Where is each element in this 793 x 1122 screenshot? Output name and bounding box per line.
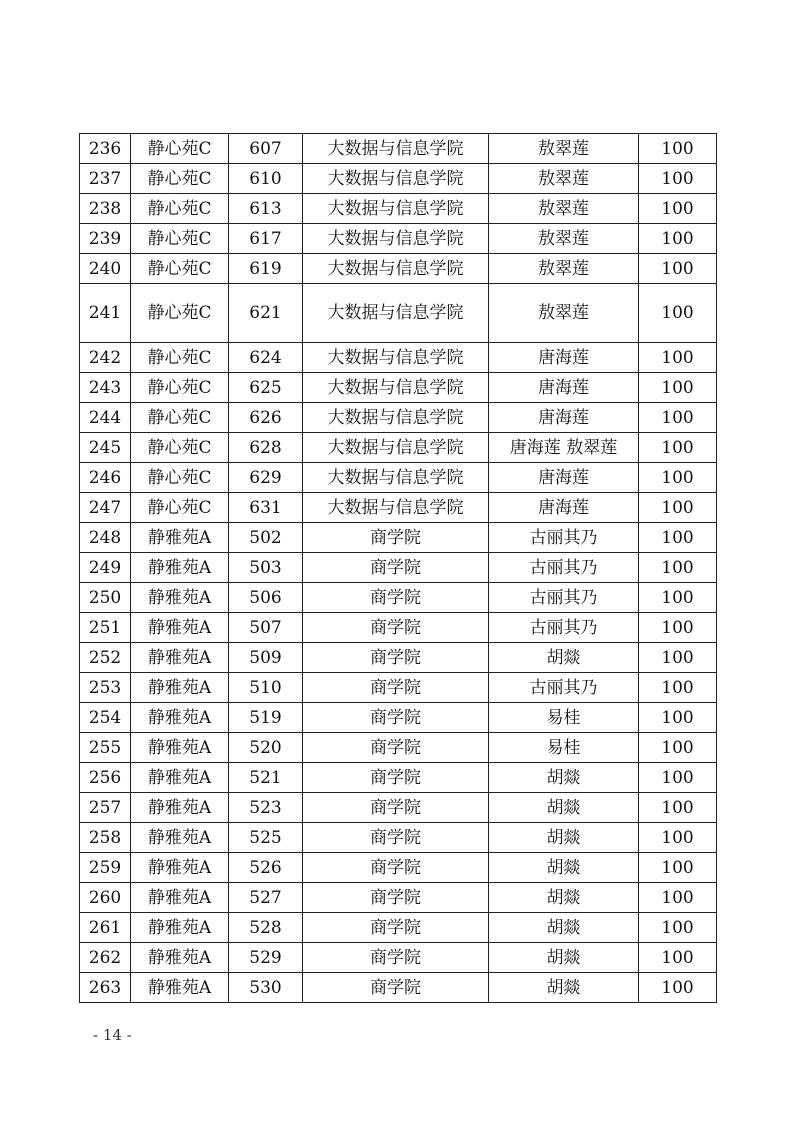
score-cell: 100 — [639, 433, 717, 463]
building-cell: 静雅苑A — [131, 973, 229, 1003]
row-number-cell: 262 — [80, 943, 131, 973]
score-cell: 100 — [639, 673, 717, 703]
person-cell: 古丽其乃 — [489, 583, 639, 613]
room-cell: 528 — [229, 913, 303, 943]
row-number-cell: 254 — [80, 703, 131, 733]
table-row — [80, 134, 717, 164]
building-cell: 静雅苑A — [131, 763, 229, 793]
room-cell: 625 — [229, 373, 303, 403]
table-row — [80, 883, 717, 913]
table-row — [80, 733, 717, 763]
table-row — [80, 673, 717, 703]
table-row — [80, 793, 717, 823]
building-cell: 静雅苑A — [131, 793, 229, 823]
person-cell: 古丽其乃 — [489, 523, 639, 553]
table-row — [80, 523, 717, 553]
person-cell: 古丽其乃 — [489, 613, 639, 643]
college-cell: 商学院 — [303, 703, 489, 733]
building-cell: 静心苑C — [131, 403, 229, 433]
table-row — [80, 284, 717, 343]
person-cell: 唐海莲 — [489, 373, 639, 403]
room-cell: 617 — [229, 224, 303, 254]
building-cell: 静雅苑A — [131, 943, 229, 973]
table-row — [80, 583, 717, 613]
table-row — [80, 433, 717, 463]
college-cell: 大数据与信息学院 — [303, 463, 489, 493]
table-row — [80, 943, 717, 973]
score-cell: 100 — [639, 733, 717, 763]
row-number-cell: 256 — [80, 763, 131, 793]
score-cell: 100 — [639, 224, 717, 254]
person-cell: 胡燚 — [489, 823, 639, 853]
table-row — [80, 224, 717, 254]
room-cell: 621 — [229, 284, 303, 343]
room-cell: 613 — [229, 194, 303, 224]
person-cell: 胡燚 — [489, 973, 639, 1003]
row-number-cell: 247 — [80, 493, 131, 523]
room-cell: 610 — [229, 164, 303, 194]
college-cell: 商学院 — [303, 553, 489, 583]
score-cell: 100 — [639, 254, 717, 284]
room-cell: 624 — [229, 343, 303, 373]
score-cell: 100 — [639, 164, 717, 194]
building-cell: 静心苑C — [131, 463, 229, 493]
row-number-cell: 238 — [80, 194, 131, 224]
building-cell: 静心苑C — [131, 164, 229, 194]
row-number-cell: 259 — [80, 853, 131, 883]
college-cell: 商学院 — [303, 853, 489, 883]
college-cell: 大数据与信息学院 — [303, 134, 489, 164]
college-cell: 大数据与信息学院 — [303, 403, 489, 433]
room-cell: 525 — [229, 823, 303, 853]
score-cell: 100 — [639, 493, 717, 523]
person-cell: 胡燚 — [489, 643, 639, 673]
college-cell: 大数据与信息学院 — [303, 164, 489, 194]
person-cell: 胡燚 — [489, 883, 639, 913]
college-cell: 商学院 — [303, 913, 489, 943]
score-cell: 100 — [639, 883, 717, 913]
table-row — [80, 853, 717, 883]
table-row — [80, 973, 717, 1003]
room-cell: 619 — [229, 254, 303, 284]
person-cell: 敖翠莲 — [489, 254, 639, 284]
table-row — [80, 703, 717, 733]
row-number-cell: 240 — [80, 254, 131, 284]
row-number-cell: 250 — [80, 583, 131, 613]
building-cell: 静心苑C — [131, 493, 229, 523]
college-cell: 商学院 — [303, 883, 489, 913]
score-cell: 100 — [639, 913, 717, 943]
building-cell: 静心苑C — [131, 373, 229, 403]
inspection-table — [79, 133, 717, 1003]
person-cell: 敖翠莲 — [489, 134, 639, 164]
college-cell: 商学院 — [303, 973, 489, 1003]
room-cell: 506 — [229, 583, 303, 613]
row-number-cell: 263 — [80, 973, 131, 1003]
building-cell: 静心苑C — [131, 224, 229, 254]
score-cell: 100 — [639, 613, 717, 643]
person-cell: 唐海莲 — [489, 343, 639, 373]
score-cell: 100 — [639, 463, 717, 493]
score-cell: 100 — [639, 583, 717, 613]
building-cell: 静雅苑A — [131, 553, 229, 583]
row-number-cell: 260 — [80, 883, 131, 913]
table-row — [80, 194, 717, 224]
row-number-cell: 239 — [80, 224, 131, 254]
college-cell: 大数据与信息学院 — [303, 433, 489, 463]
building-cell: 静雅苑A — [131, 673, 229, 703]
row-number-cell: 255 — [80, 733, 131, 763]
college-cell: 商学院 — [303, 673, 489, 703]
row-number-cell: 246 — [80, 463, 131, 493]
table-row — [80, 254, 717, 284]
college-cell: 大数据与信息学院 — [303, 493, 489, 523]
score-cell: 100 — [639, 763, 717, 793]
room-cell: 631 — [229, 493, 303, 523]
row-number-cell: 242 — [80, 343, 131, 373]
row-number-cell: 245 — [80, 433, 131, 463]
person-cell: 敖翠莲 — [489, 194, 639, 224]
table-row — [80, 913, 717, 943]
person-cell: 唐海莲 — [489, 463, 639, 493]
college-cell: 大数据与信息学院 — [303, 254, 489, 284]
score-cell: 100 — [639, 853, 717, 883]
score-cell: 100 — [639, 973, 717, 1003]
person-cell: 胡燚 — [489, 853, 639, 883]
college-cell: 商学院 — [303, 583, 489, 613]
college-cell: 商学院 — [303, 763, 489, 793]
building-cell: 静雅苑A — [131, 643, 229, 673]
room-cell: 629 — [229, 463, 303, 493]
row-number-cell: 253 — [80, 673, 131, 703]
row-number-cell: 261 — [80, 913, 131, 943]
college-cell: 商学院 — [303, 943, 489, 973]
room-cell: 507 — [229, 613, 303, 643]
table-row — [80, 823, 717, 853]
person-cell: 胡燚 — [489, 943, 639, 973]
table-row — [80, 403, 717, 433]
building-cell: 静雅苑A — [131, 853, 229, 883]
college-cell: 商学院 — [303, 733, 489, 763]
score-cell: 100 — [639, 553, 717, 583]
row-number-cell: 241 — [80, 284, 131, 343]
table-row — [80, 493, 717, 523]
person-cell: 敖翠莲 — [489, 164, 639, 194]
person-cell: 敖翠莲 — [489, 224, 639, 254]
building-cell: 静雅苑A — [131, 613, 229, 643]
score-cell: 100 — [639, 793, 717, 823]
college-cell: 商学院 — [303, 523, 489, 553]
row-number-cell: 243 — [80, 373, 131, 403]
person-cell: 胡燚 — [489, 913, 639, 943]
row-number-cell: 258 — [80, 823, 131, 853]
building-cell: 静雅苑A — [131, 733, 229, 763]
college-cell: 大数据与信息学院 — [303, 194, 489, 224]
score-cell: 100 — [639, 373, 717, 403]
person-cell: 古丽其乃 — [489, 673, 639, 703]
table-row — [80, 553, 717, 583]
score-cell: 100 — [639, 523, 717, 553]
building-cell: 静心苑C — [131, 284, 229, 343]
person-cell: 唐海莲 — [489, 403, 639, 433]
room-cell: 521 — [229, 763, 303, 793]
row-number-cell: 248 — [80, 523, 131, 553]
row-number-cell: 251 — [80, 613, 131, 643]
room-cell: 626 — [229, 403, 303, 433]
table-row — [80, 343, 717, 373]
table-body — [80, 134, 717, 1003]
score-cell: 100 — [639, 194, 717, 224]
room-cell: 628 — [229, 433, 303, 463]
row-number-cell: 249 — [80, 553, 131, 583]
person-cell: 胡燚 — [489, 763, 639, 793]
room-cell: 502 — [229, 523, 303, 553]
score-cell: 100 — [639, 284, 717, 343]
person-cell: 古丽其乃 — [489, 553, 639, 583]
building-cell: 静雅苑A — [131, 523, 229, 553]
room-cell: 503 — [229, 553, 303, 583]
table-row — [80, 463, 717, 493]
room-cell: 529 — [229, 943, 303, 973]
college-cell: 商学院 — [303, 643, 489, 673]
room-cell: 527 — [229, 883, 303, 913]
score-cell: 100 — [639, 403, 717, 433]
score-cell: 100 — [639, 943, 717, 973]
table-row — [80, 763, 717, 793]
person-cell: 唐海莲 敖翠莲 — [489, 433, 639, 463]
room-cell: 519 — [229, 703, 303, 733]
room-cell: 510 — [229, 673, 303, 703]
college-cell: 大数据与信息学院 — [303, 224, 489, 254]
room-cell: 526 — [229, 853, 303, 883]
score-cell: 100 — [639, 643, 717, 673]
person-cell: 易桂 — [489, 703, 639, 733]
score-cell: 100 — [639, 703, 717, 733]
college-cell: 商学院 — [303, 613, 489, 643]
building-cell: 静心苑C — [131, 134, 229, 164]
score-cell: 100 — [639, 134, 717, 164]
row-number-cell: 237 — [80, 164, 131, 194]
building-cell: 静雅苑A — [131, 883, 229, 913]
building-cell: 静雅苑A — [131, 913, 229, 943]
row-number-cell: 252 — [80, 643, 131, 673]
room-cell: 523 — [229, 793, 303, 823]
person-cell: 胡燚 — [489, 793, 639, 823]
row-number-cell: 236 — [80, 134, 131, 164]
score-cell: 100 — [639, 823, 717, 853]
room-cell: 607 — [229, 134, 303, 164]
room-cell: 530 — [229, 973, 303, 1003]
person-cell: 唐海莲 — [489, 493, 639, 523]
page-number: - 14 - — [93, 1026, 132, 1044]
college-cell: 商学院 — [303, 793, 489, 823]
building-cell: 静心苑C — [131, 343, 229, 373]
building-cell: 静心苑C — [131, 194, 229, 224]
college-cell: 商学院 — [303, 823, 489, 853]
table-row — [80, 373, 717, 403]
building-cell: 静雅苑A — [131, 703, 229, 733]
college-cell: 大数据与信息学院 — [303, 284, 489, 343]
table-row — [80, 643, 717, 673]
room-cell: 520 — [229, 733, 303, 763]
building-cell: 静心苑C — [131, 433, 229, 463]
person-cell: 敖翠莲 — [489, 284, 639, 343]
table-row — [80, 613, 717, 643]
college-cell: 大数据与信息学院 — [303, 343, 489, 373]
building-cell: 静心苑C — [131, 254, 229, 284]
table-row — [80, 164, 717, 194]
row-number-cell: 257 — [80, 793, 131, 823]
score-cell: 100 — [639, 343, 717, 373]
person-cell: 易桂 — [489, 733, 639, 763]
room-cell: 509 — [229, 643, 303, 673]
building-cell: 静雅苑A — [131, 823, 229, 853]
college-cell: 大数据与信息学院 — [303, 373, 489, 403]
row-number-cell: 244 — [80, 403, 131, 433]
building-cell: 静雅苑A — [131, 583, 229, 613]
